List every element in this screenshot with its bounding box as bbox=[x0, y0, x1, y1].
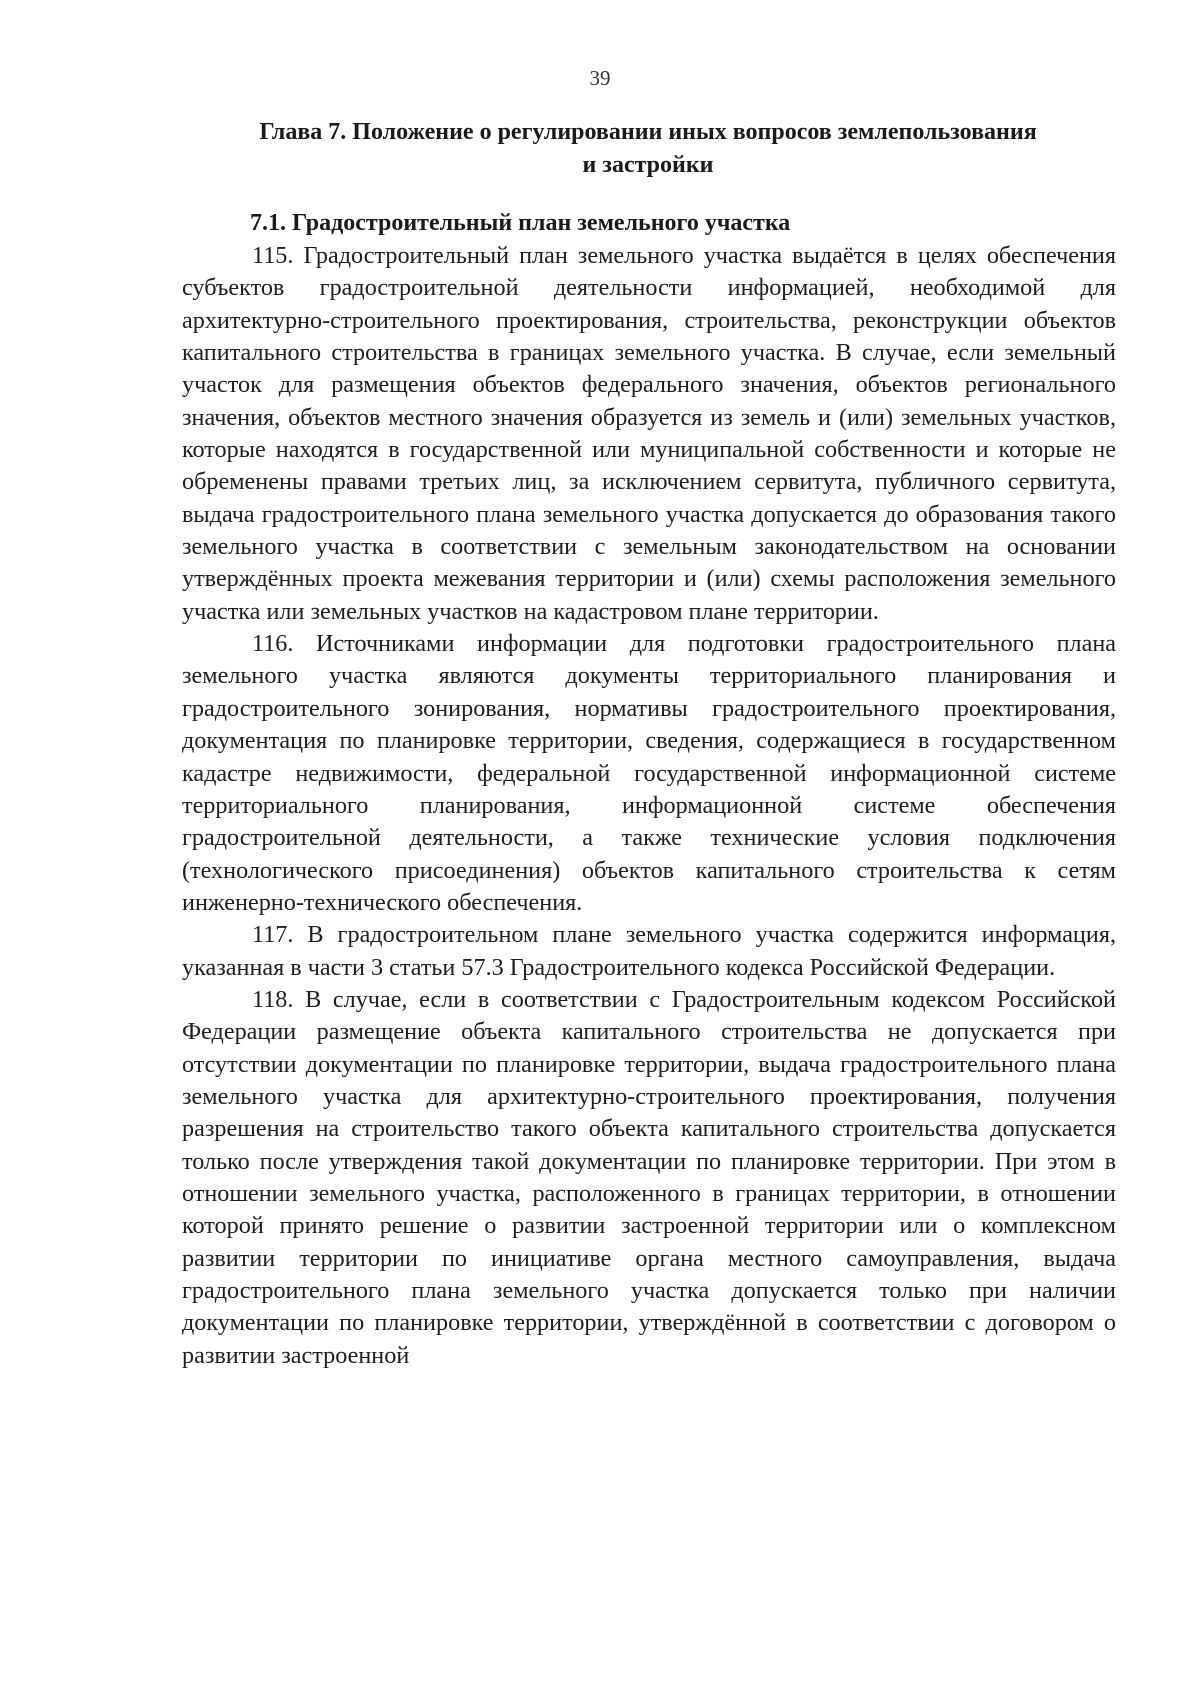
paragraph-117: 117. В градостроительном плане земельного участка содержится информация, указанная в части 3 статьи 57.3 Градостроительного кодекса Российской Федерации. bbox=[182, 921, 1116, 981]
paragraph-116: 116. Источниками информации для подготовки градостроительного плана земельного участка являются документы территориального планирования и градостроительного зонирования, нормативы градостроительного проектирования, документация по планировке территории, сведения, содержащиеся в государственном кадастре недвижимости, федеральной государственной информационной системе территориального планирования, информационной системе обеспечения градостроительной деятельности, а также технические условия подключения (технологического присоединения) объектов капитального строительства к сетям инженерно-технического обеспечения. bbox=[182, 630, 1116, 916]
paragraph-115: 115. Градостроительный план земельного участка выдаётся в целях обеспечения субъектов градостроительной деятельности информацией, необходимой для архитектурно-строительного проектирования, строительства, реконструкции объектов капитального строительства в границах земельного участка. В случае, если земельный участок для размещения объектов федерального значения, объектов регионального значения, объектов местного значения образуется из земель и (или) земельных участков, которые находятся в государственной или муниципальной собственности и которые не обременены правами третьих лиц, за исключением сервитута, публичного сервитута, выдача градостроительного плана земельного участка допускается до образования такого земельного участка в соответствии с земельным законодательством на основании утверждённых проекта межевания территории и (или) схемы расположения земельного участка или земельных участков на кадастровом плане территории. bbox=[182, 242, 1116, 625]
chapter-title bbox=[180, 116, 1116, 182]
section-title: 7.1. Градостроительный план земельного участка bbox=[250, 210, 791, 236]
body-text bbox=[182, 240, 1116, 1372]
chapter-title-line-2: и застройки bbox=[582, 152, 714, 178]
paragraph-118: 118. В случае, если в соответствии с Градостроительным кодексом Российской Федерации размещение объекта капитального строительства не допускается при отсутствии документации по планировке территории, выдача градостроительного плана земельного участка для архитектурно-строительного проектирования, получения разрешения на строительство такого объекта капитального строительства допускается только после утверждения такой документации по планировке территории. При этом в отношении земельного участка, расположенного в границах территории, в отношении которой принято решение о развитии застроенной территории или о комплексном развитии территории по инициативе органа местного самоуправления, выдача градостроительного плана земельного участка допускается только при наличии документации по планировке территории, утверждённой в соответствии с договором о развитии застроенной bbox=[182, 985, 1116, 1369]
page-number: 39 bbox=[589, 66, 611, 90]
chapter-title-line-1: Глава 7. Положение о регулировании иных вопросов землепользования bbox=[259, 119, 1037, 145]
